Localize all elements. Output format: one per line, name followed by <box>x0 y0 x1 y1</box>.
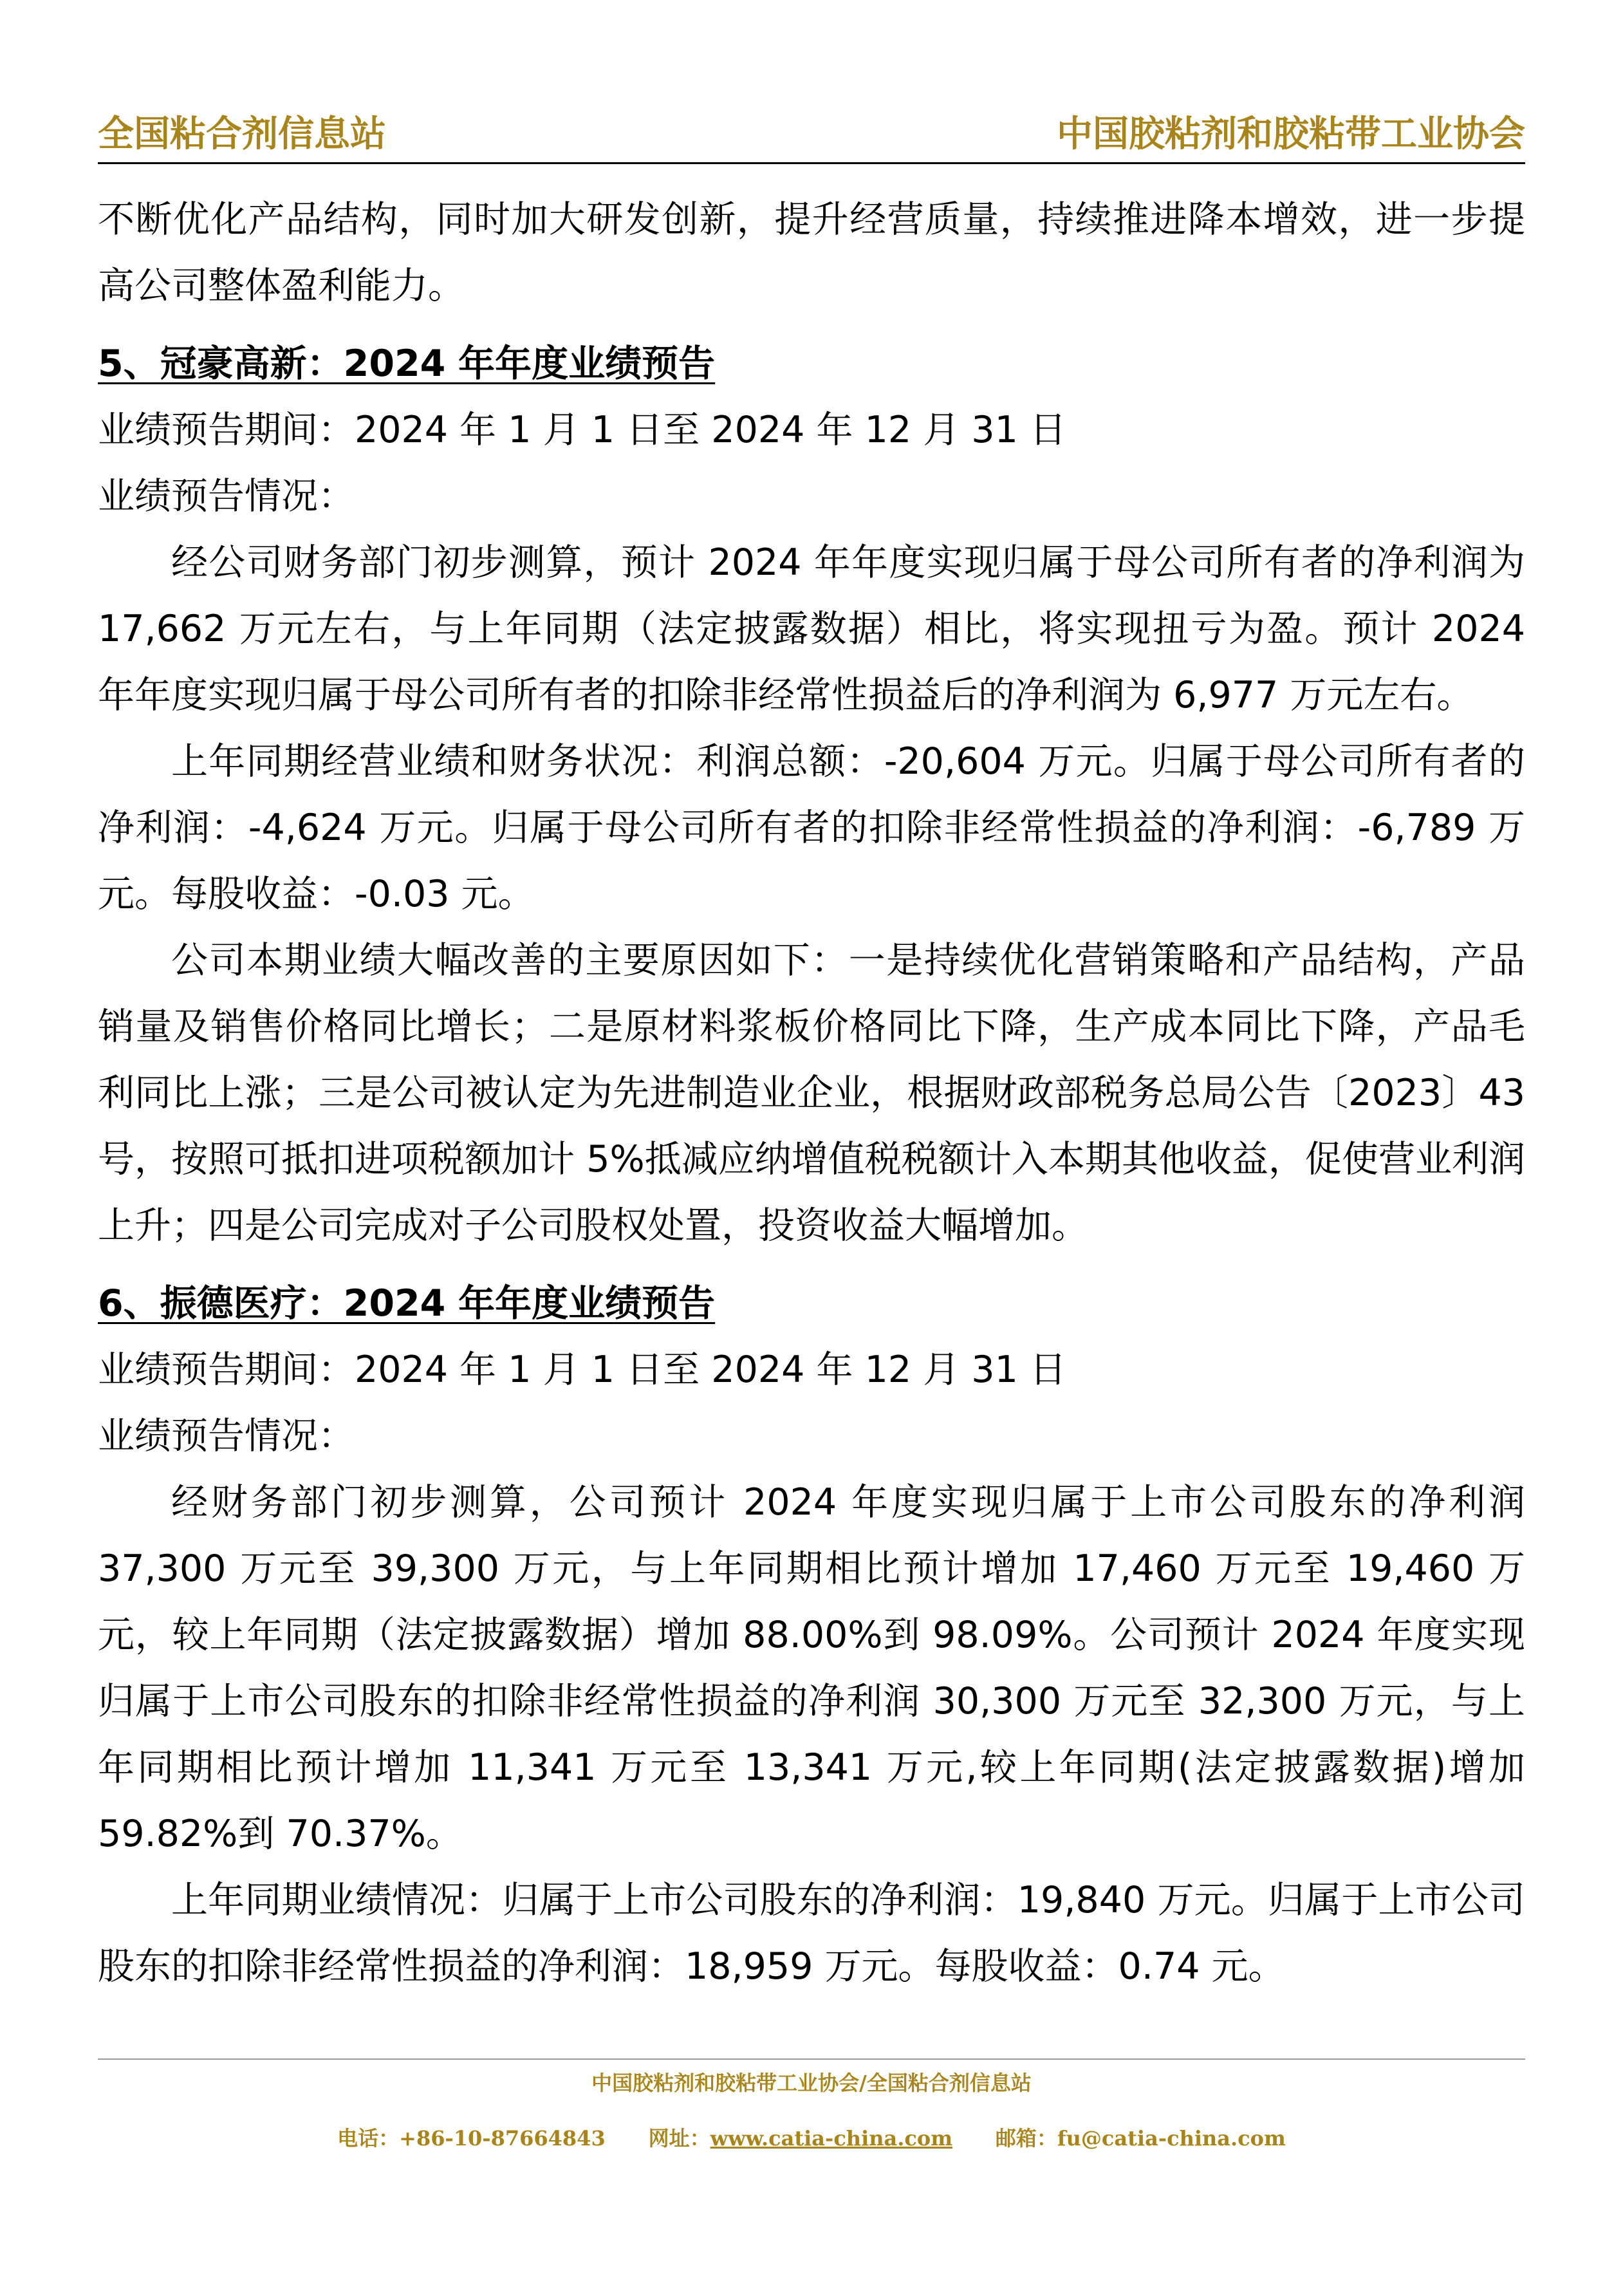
footer-website-link[interactable]: www.catia-china.com <box>710 2126 953 2151</box>
section-title-guanhao: 5、冠豪高新：2024 年年度业绩预告 <box>98 342 716 385</box>
header-site-name: 全国粘合剂信息站 <box>98 113 386 155</box>
section-title-zhende: 6、振德医疗：2024 年年度业绩预告 <box>98 1282 716 1325</box>
footer-email: 邮箱：fu@catia-china.com <box>995 2126 1286 2151</box>
section-period-zhende: 业绩预告期间：2024 年 1 月 1 日至 2024 年 12 月 31 日 <box>98 1349 1067 1391</box>
section-status-label-zhende: 业绩预告情况： <box>98 1415 355 1457</box>
header-association-name: 中国胶粘剂和胶粘带工业协会 <box>1057 113 1525 155</box>
section-paragraph: 公司本期业绩大幅改善的主要原因如下：一是持续优化营销策略和产品结构，产品销量及销售价格同比增长；二是原材料浆板价格同比下降，生产成本同比下降，产品毛利同比上涨；三是公司被认定为先进制造业企业，根据财政部税务总局公告〔2023〕43 号，按照可抵扣进项税额加计 5%抵减应纳增值税税额计入本期其他收益，促使营业利润上升；四是公司完成对子公司股权处置，投资收益大幅增加。 <box>98 939 1525 1247</box>
page-header <box>98 111 1525 164</box>
document-body <box>98 187 1525 2000</box>
section-paragraph: 经财务部门初步测算，公司预计 2024 年度实现归属于上市公司股东的净利润 37,300 万元至 39,300 万元，与上年同期相比预计增加 17,460 万元至 19,460 万元，较上年同期（法定披露数据）增加 88.00%到 98.09%。公司预计 2024 年度实现归属于上市公司股东的扣除非经常性损益的净利润 30,300 万元至 32,300 万元，与上年同期相比预计增加 11,341 万元至 13,341 万元,较上年同期(法定披露数据)增加 59.82%到 70.37%。 <box>98 1481 1525 1855</box>
footer-website-label: 网址： <box>648 2126 710 2151</box>
footer-phone: 电话：+86-10-87664843 <box>337 2126 606 2151</box>
footer-org-line: 中国胶粘剂和胶粘带工业协会/全国粘合剂信息站 <box>591 2071 1032 2095</box>
section-paragraph: 上年同期业绩情况：归属于上市公司股东的净利润：19,840 万元。归属于上市公司股东的扣除非经常性损益的净利润：18,959 万元。每股收益：0.74 元。 <box>98 1879 1525 1988</box>
section-paragraph: 上年同期经营业绩和财务状况：利润总额：-20,604 万元。归属于母公司所有者的净利润：-4,624 万元。归属于母公司所有者的扣除非经常性损益的净利润：-6,789 万元。每股收益：-0.03 元。 <box>98 740 1525 915</box>
section-period-guanhao: 业绩预告期间：2024 年 1 月 1 日至 2024 年 12 月 31 日 <box>98 409 1067 451</box>
page-footer <box>98 2058 1525 2154</box>
footer-contact-line <box>98 2123 1525 2154</box>
section-paragraph: 经公司财务部门初步测算，预计 2024 年年度实现归属于母公司所有者的净利润为 17,662 万元左右，与上年同期（法定披露数据）相比，将实现扭亏为盈。预计 2024 年年度实现归属于母公司所有者的扣除非经常性损益后的净利润为 6,977 万元左右。 <box>98 541 1525 716</box>
intro-paragraph: 不断优化产品结构，同时加大研发创新，提升经营质量，持续推进降本增效，进一步提高公司整体盈利能力。 <box>98 198 1525 307</box>
section-status-label-guanhao: 业绩预告情况： <box>98 475 355 518</box>
